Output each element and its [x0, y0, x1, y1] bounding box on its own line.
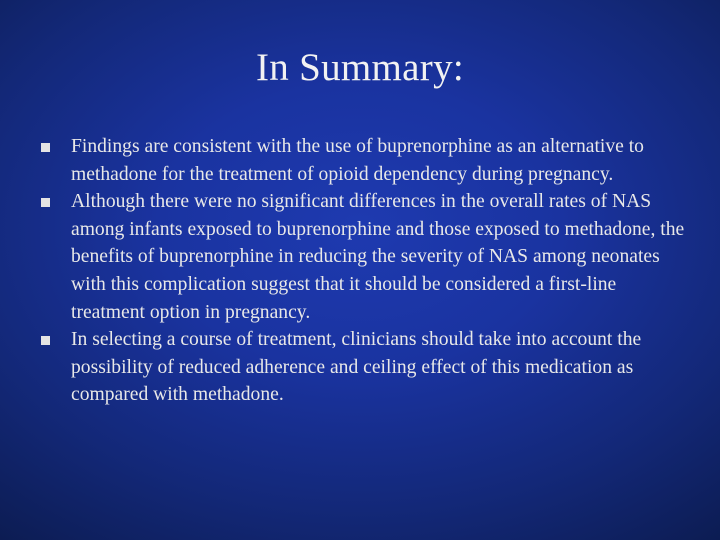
bullet-item [38, 133, 688, 188]
bullet-list [38, 133, 688, 409]
square-bullet-icon [41, 336, 50, 345]
slide-title: In Summary: [255, 46, 465, 89]
bullet-text: Although there were no significant differences in the overall rates of NAS among infants exposed to buprenorphine and those exposed to methadone, the benefits of buprenorphine in reducing the severity of NAS among neonates with this complication suggest that it should be considered a first-line treatment option in pregnancy. [71, 191, 685, 323]
bullet-text: In selecting a course of treatment, clinicians should take into account the possibility of reduced adherence and ceiling effect of this medication as compared with methadone. [71, 329, 642, 406]
square-bullet-icon [41, 198, 50, 207]
bullet-item [38, 326, 688, 409]
square-bullet-icon [41, 143, 50, 152]
bullet-item [38, 188, 688, 326]
bullet-text: Findings are consistent with the use of buprenorphine as an alternative to methadone for the treatment of opioid dependency during pregnancy. [71, 136, 644, 185]
